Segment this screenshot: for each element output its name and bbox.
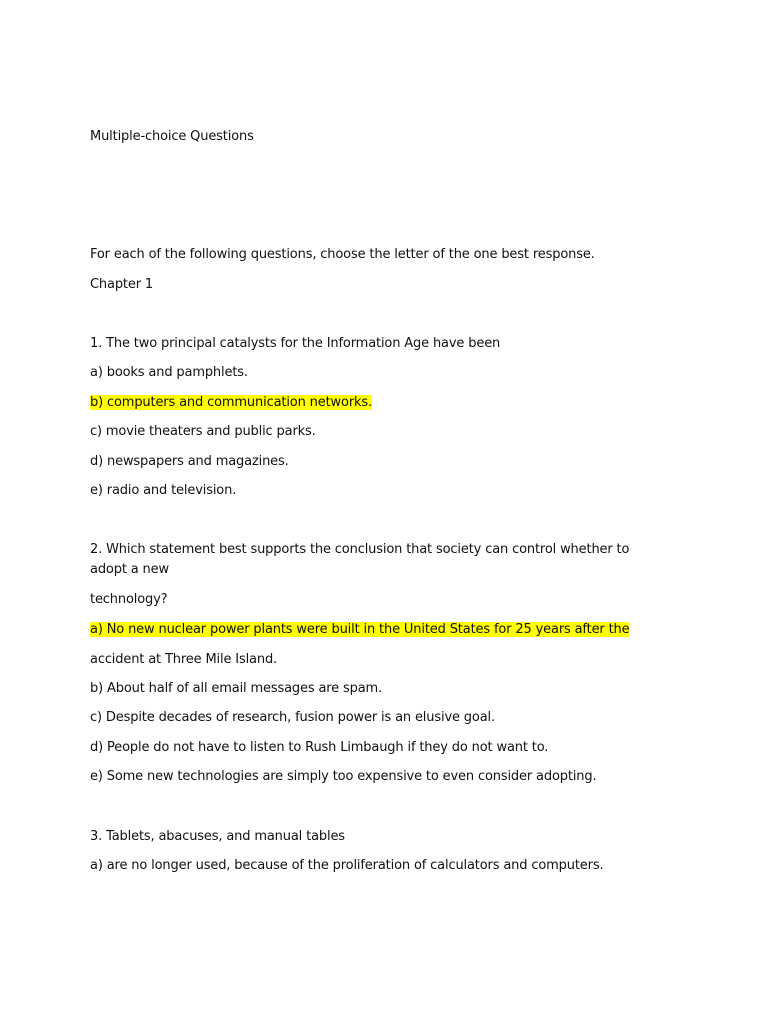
question-3-option-a: a) are no longer used, because of the proliferation of calculators and computers. (90, 858, 604, 873)
question-1-option-b-highlighted (90, 393, 372, 413)
question-1-option-d: d) newspapers and magazines. (90, 454, 289, 469)
question-2-option-c: c) Despite decades of research, fusion power is an elusive goal. (90, 710, 495, 725)
question-1-stem: 1. The two principal catalysts for the Information Age have been (90, 336, 501, 351)
question-2-option-e: e) Some new technologies are simply too expensive to even consider adopting. (90, 769, 597, 784)
question-2-option-a-continued: accident at Three Mile Island. (90, 652, 278, 667)
question-1-option-c: c) movie theaters and public parks. (90, 424, 316, 439)
question-2-option-d: d) People do not have to listen to Rush Limbaugh if they do not want to. (90, 740, 549, 755)
question-2-option-b: b) About half of all email messages are spam. (90, 681, 383, 696)
chapter-label: Chapter 1 (90, 277, 154, 292)
question-1-option-e: e) radio and television. (90, 483, 237, 498)
question-2-stem-line-2: adopt a new (90, 562, 169, 577)
question-1-option-a: a) books and pamphlets. (90, 365, 248, 380)
question-2-option-a-highlighted (90, 620, 629, 640)
question-2-stem-line-3: technology? (90, 592, 168, 607)
document-heading: Multiple-choice Questions (90, 129, 254, 144)
question-3-stem: 3. Tablets, abacuses, and manual tables (90, 829, 345, 844)
instructions-text: For each of the following questions, choose the letter of the one best response. (90, 247, 595, 262)
highlighted-answer: b) computers and communication networks. (90, 395, 373, 410)
highlighted-answer: a) No new nuclear power plants were built in the United States for 25 years after the (90, 622, 630, 637)
question-2-stem-line-1: 2. Which statement best supports the conclusion that society can control whether to (90, 542, 630, 557)
